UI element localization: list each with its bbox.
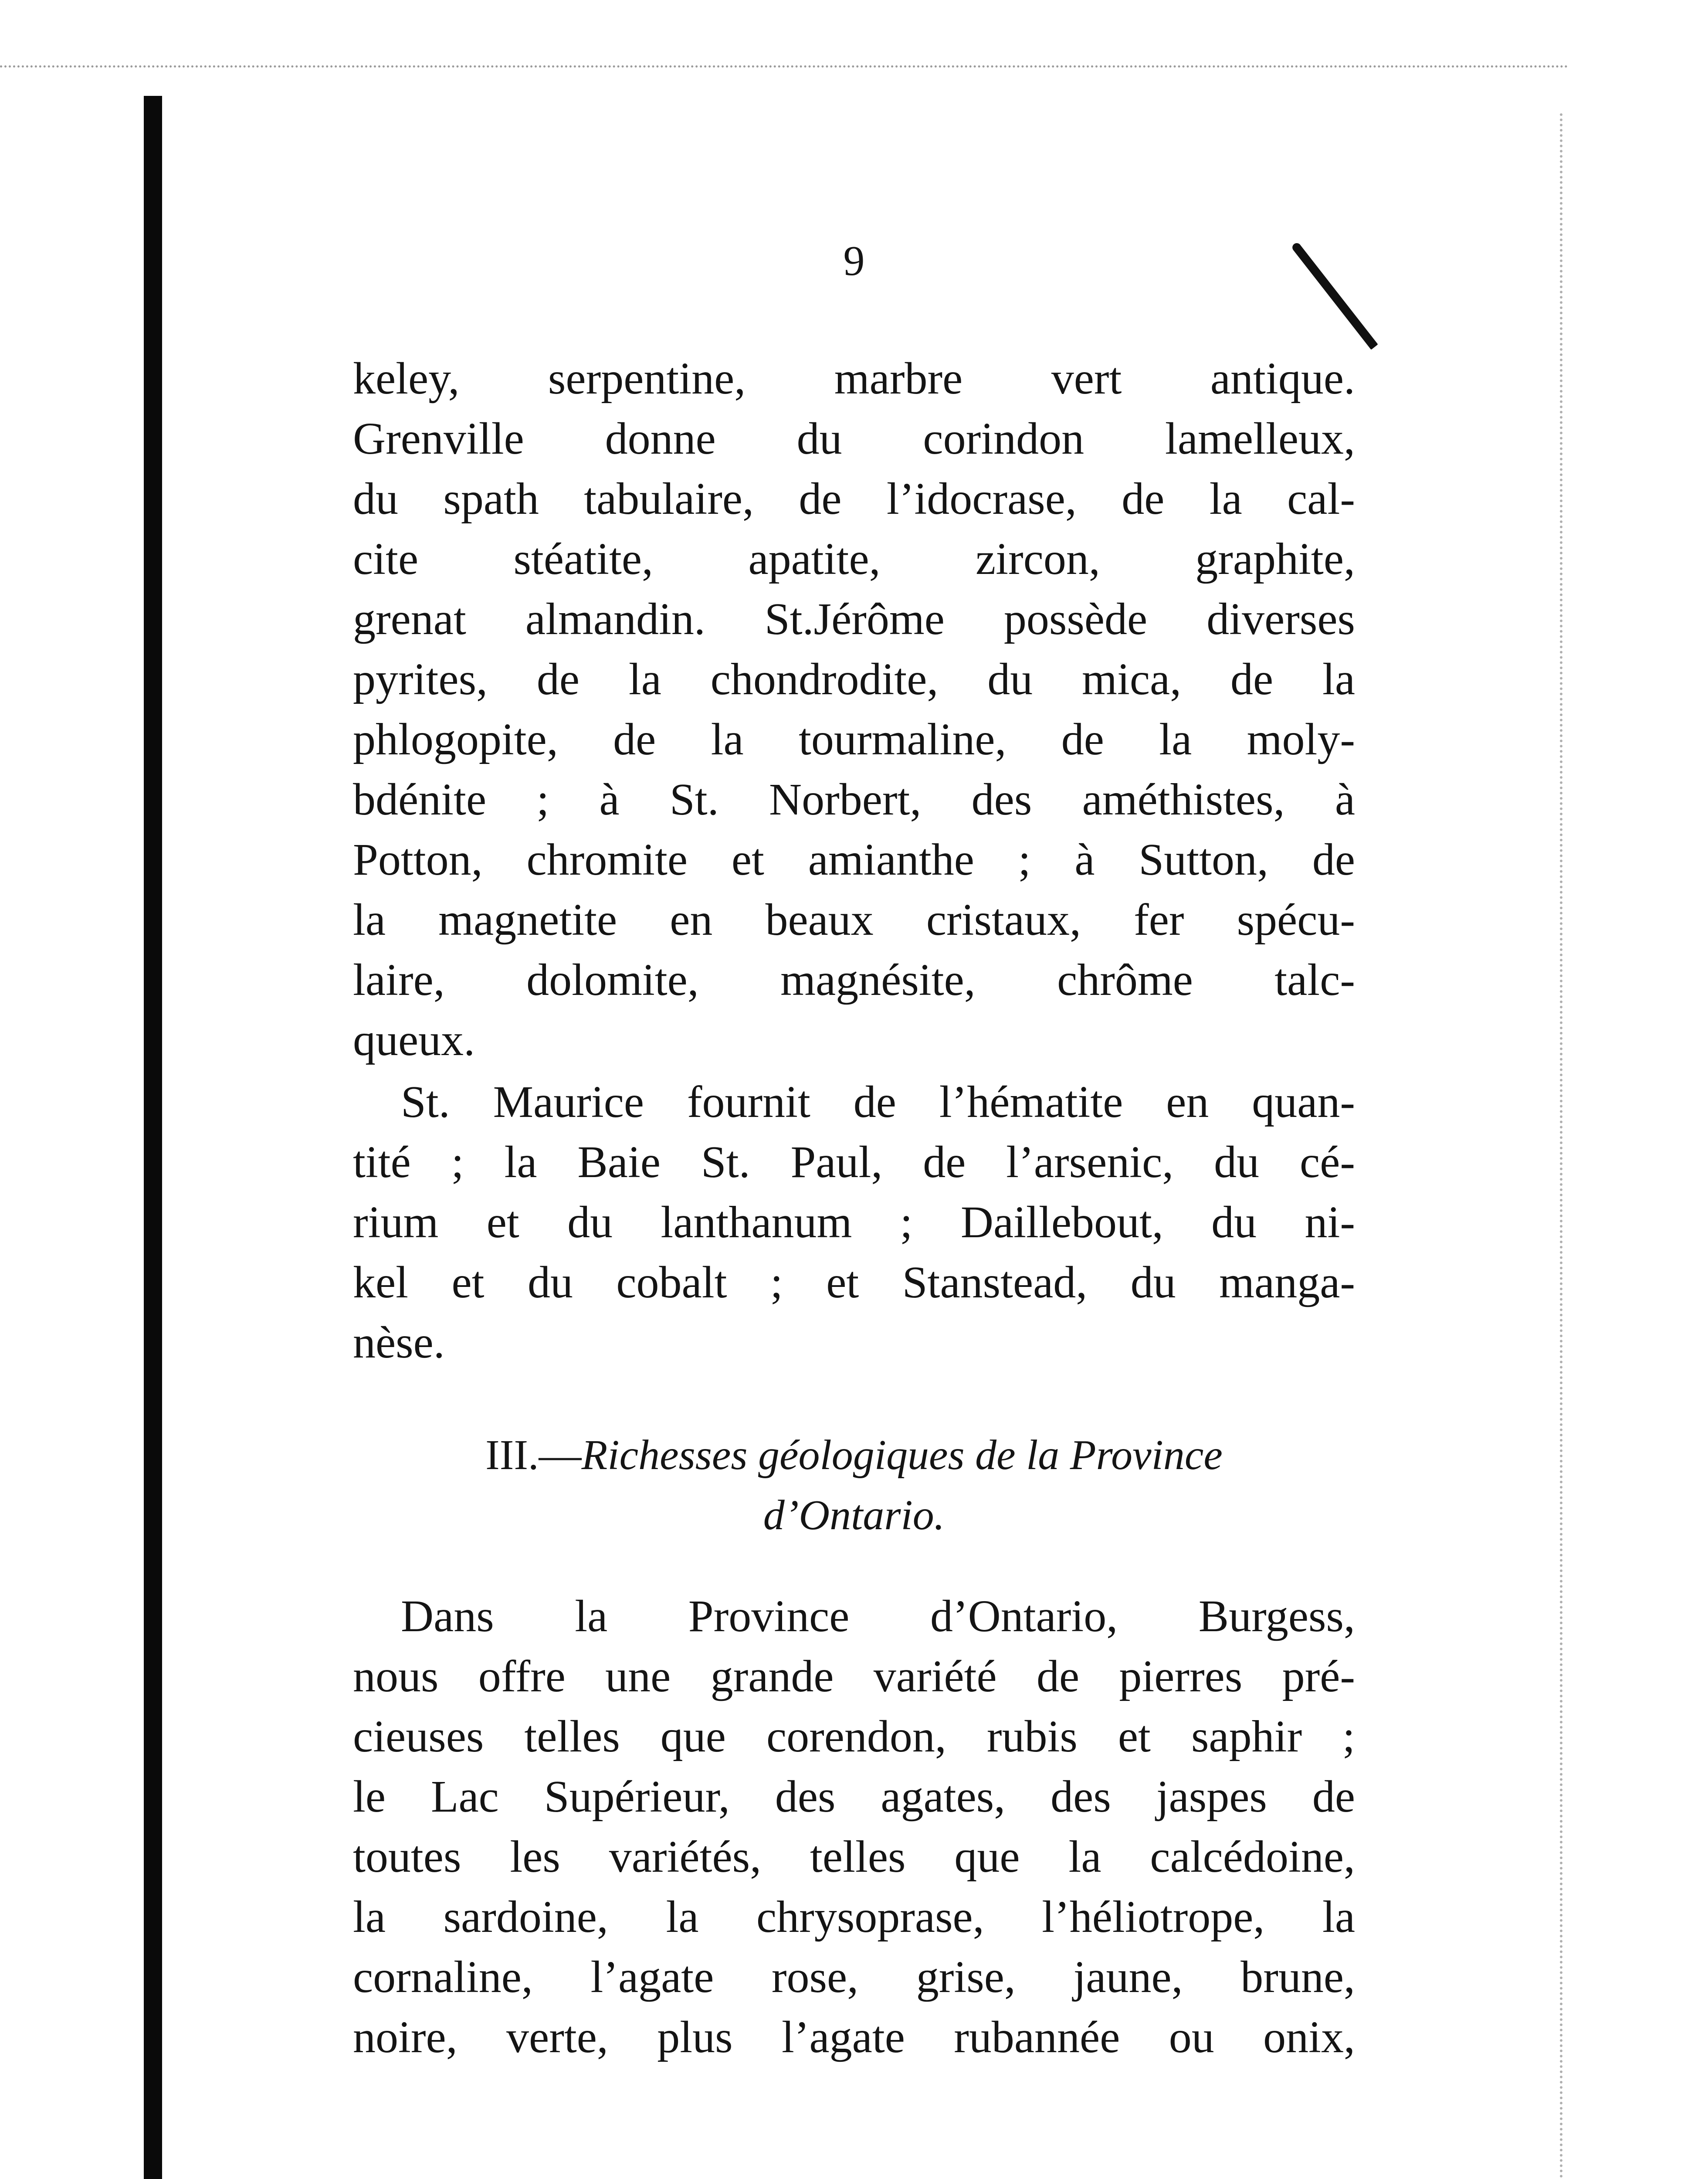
text-line: la sardoine, la chrysoprase, l’héliotrope, la xyxy=(353,1892,1355,1942)
heading-line-1 xyxy=(353,1425,1355,1485)
binding-shadow xyxy=(144,96,162,2179)
text-line: queux. xyxy=(353,1015,475,1065)
text-line: phlogopite, de la tourmaline, de la moly- xyxy=(353,714,1355,764)
text-line: pyrites, de la chondrodite, du mica, de la xyxy=(353,654,1355,704)
text-line: nous offre une grande variété de pierres pré- xyxy=(353,1651,1355,1701)
text-line: bdénite ; à St. Norbert, des améthistes, à xyxy=(353,774,1355,825)
text-line: cite stéatite, apatite, zircon, graphite, xyxy=(353,534,1355,584)
text-line: grenat almandin. St.Jérôme possède diverses xyxy=(353,594,1355,644)
text-line: noire, verte, plus l’agate rubannée ou onix, xyxy=(353,2012,1355,2062)
text-line: Grenville donne du corindon lamelleux, xyxy=(353,414,1355,464)
text-line: laire, dolomite, magnésite, chrôme talc- xyxy=(353,955,1355,1005)
text-line: tité ; la Baie St. Paul, de l’arsenic, du cé- xyxy=(353,1137,1355,1187)
text-line: cornaline, l’agate rose, grise, jaune, brune, xyxy=(353,1952,1355,2002)
text-line: kel et du cobalt ; et Stanstead, du manga- xyxy=(353,1257,1355,1307)
text-line: keley, serpentine, marbre vert antique. xyxy=(353,353,1355,404)
text-line: cieuses telles que corendon, rubis et saphir ; xyxy=(353,1711,1355,1762)
text-line: la magnetite en beaux cristaux, fer spécu- xyxy=(353,895,1355,945)
ink-mark xyxy=(1291,241,1378,350)
text-line: le Lac Supérieur, des agates, des jaspes de xyxy=(353,1772,1355,1822)
paragraph-three xyxy=(353,1586,1355,2067)
text-line: Potton, chromite et amianthe ; à Sutton, de xyxy=(353,835,1355,885)
text-line: du spath tabulaire, de l’idocrase, de la cal- xyxy=(353,474,1355,524)
text-line: toutes les variétés, telles que la calcédoine, xyxy=(353,1832,1355,1882)
text-line: St. Maurice fournit de l’hématite en quan- xyxy=(401,1077,1355,1127)
section-title: Richesses géologiques de la Province xyxy=(581,1432,1223,1479)
text-line: nèse. xyxy=(353,1317,445,1368)
paragraph-continued xyxy=(353,349,1355,1070)
text-line: rium et du lanthanum ; Daillebout, du ni- xyxy=(353,1197,1355,1247)
page-number: 9 xyxy=(843,238,865,285)
text-line: Dans la Province d’Ontario, Burgess, xyxy=(401,1591,1355,1641)
section-title-continued: d’Ontario. xyxy=(763,1492,945,1539)
section-heading xyxy=(353,1425,1355,1545)
heading-line-2 xyxy=(353,1485,1355,1545)
section-numeral: III.— xyxy=(485,1432,582,1479)
page-top-edge xyxy=(0,65,1569,68)
paragraph-two xyxy=(353,1072,1355,1373)
page-right-edge xyxy=(1560,113,1562,2179)
